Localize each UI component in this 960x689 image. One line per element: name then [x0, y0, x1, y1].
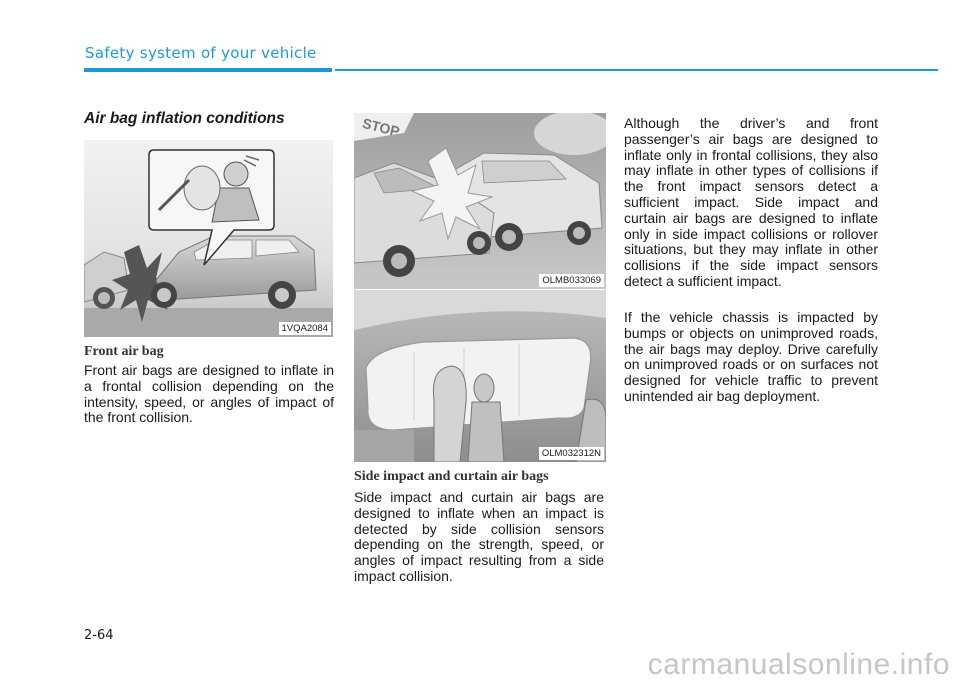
side-curtain-text: Side impact and curtain air bags are designed to inflate when an impact is detected by side collision sensors depending on the strength, speed, or angles of impact resulting from a side impact collision.: [354, 489, 604, 584]
right-column-paragraph-1: Although the driver’s and front passenger’s air bags are designed to inflate only in frontal collisions, they also may inflate in other types of collisions if the front impact sensors detect a sufficient impact. Side impact and curtain air bags are designed to inflate only in side impact collisions or rollover situations, but they may inflate in other collisions if the side impact sensors detect a sufficient impact.: [624, 115, 878, 289]
side-collision-illustration: [354, 113, 606, 289]
curtain-air-bag-illustration: [354, 290, 606, 462]
stop-road-marking: STOP: [360, 114, 402, 140]
side-collision-drawing: [354, 113, 606, 289]
front-air-bag-title: Front air bag: [84, 344, 164, 359]
figure-label: 1VQA2084: [279, 322, 331, 335]
page-heading: Air bag inflation conditions: [84, 110, 285, 127]
page-number: 2-64: [84, 628, 114, 643]
header-rule-accent: [84, 68, 332, 72]
front-collision-illustration: [84, 140, 333, 337]
right-column-paragraph-2: If the vehicle chassis is impacted by bumps or objects on unimproved roads, the air bags may deploy. Drive carefully on unimproved roads or on surfaces not designed for vehicle traffic to prevent unintended air bag deployment.: [624, 309, 878, 404]
figure-label: OLMB033069: [539, 274, 604, 287]
watermark-text: carmanualsonline.info: [647, 648, 950, 681]
front-collision-drawing: [84, 140, 333, 337]
front-air-bag-text: Front air bags are designed to inflate in a frontal collision depending on the intensity, speed, or angles of impact of the front collision.: [84, 362, 334, 426]
watermark: [0, 648, 960, 682]
side-curtain-title: Side impact and curtain air bags: [354, 469, 549, 484]
curtain-air-bag-drawing: [354, 290, 606, 462]
figure-label: OLM032312N: [539, 447, 604, 460]
section-title: Safety system of your vehicle: [85, 44, 317, 62]
header-rule: [335, 69, 938, 71]
